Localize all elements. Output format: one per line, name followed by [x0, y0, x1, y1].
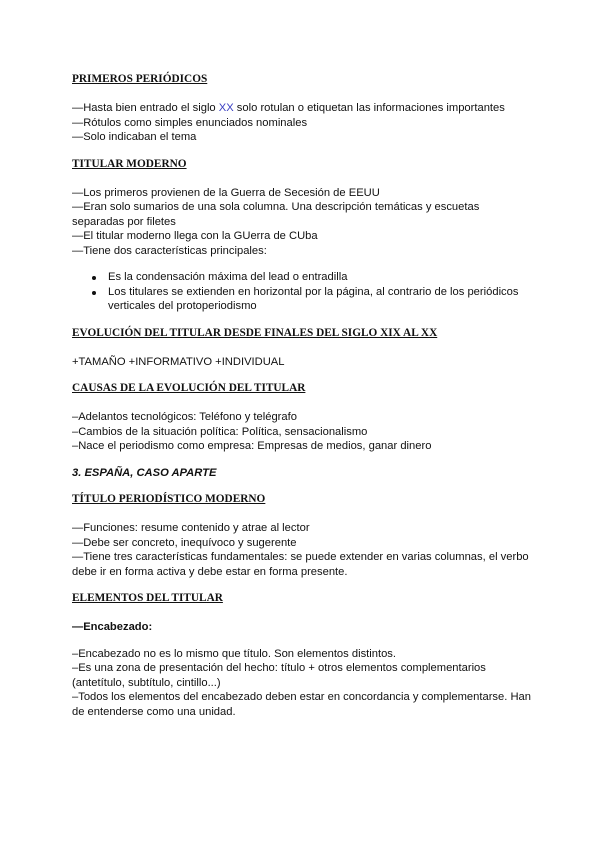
paragraph-line: —El titular moderno llega con la GUerra de CUba	[72, 230, 318, 242]
paragraph-line: —Debe ser concreto, inequívoco y sugerente	[72, 536, 297, 549]
paragraph-line: –Todos los elementos del encabezado deben estar en concordancia y complementarse. Han de entenderse como una unidad.	[72, 691, 531, 718]
paragraph-line: —Tiene dos características principales:	[72, 244, 267, 257]
document-body	[72, 72, 534, 719]
paragraph-line: –Nace el periodismo como empresa: Empresas de medios, ganar dinero	[72, 440, 432, 452]
paragraph-line: –Adelantos tecnológicos: Teléfono y telégrafo	[72, 411, 297, 423]
paragraph-line: —Tiene tres características fundamentales: se puede extender en varias columnas, el verbo debe ir en forma activa y debe estar en forma presente.	[72, 551, 529, 578]
heading-espana-caso-aparte: 3. ESPAÑA, CASO APARTE	[72, 466, 217, 479]
bullet-list	[72, 270, 534, 314]
paragraph-line: —Funciones: resume contenido y atrae al lector	[72, 522, 310, 534]
subheading-encabezado: —Encabezado:	[72, 621, 153, 633]
paragraph-line: +TAMAÑO +INFORMATIVO +INDIVIDUAL	[72, 355, 285, 368]
paragraph-line: –Es una zona de presentación del hecho: título + otros elementos complementarios (antetítulo, subtítulo, cintillo...)	[72, 662, 486, 689]
text-fragment: solo rotulan o etiquetan las informaciones importantes	[233, 102, 505, 114]
heading-causas-evolucion: CAUSAS DE LA EVOLUCIÓN DEL TITULAR	[72, 382, 306, 394]
text-fragment: —Hasta bien entrado el siglo	[72, 102, 219, 114]
paragraph-line: –Encabezado no es lo mismo que título. Son elementos distintos.	[72, 647, 397, 660]
paragraph-line: —Los primeros provienen de la Guerra de Secesión de EEUU	[72, 186, 380, 199]
heading-elementos-titular: ELEMENTOS DEL TITULAR	[72, 592, 223, 604]
bullet-item: Es la condensación máxima del lead o entradilla	[72, 270, 534, 285]
bullet-item: Los titulares se extienden en horizontal por la página, al contrario de los periódicos verticales del protoperiodismo	[72, 285, 534, 314]
heading-titular-moderno: TITULAR MODERNO	[72, 157, 187, 170]
heading-primeros-periodicos: PRIMEROS PERIÓDICOS	[72, 73, 208, 85]
heading-evolucion-titular: EVOLUCIÓN DEL TITULAR DESDE FINALES DEL SIGLO XIX AL XX	[72, 326, 438, 339]
highlighted-text: XX	[218, 102, 234, 114]
paragraph-line	[72, 101, 534, 116]
paragraph-line: —Eran solo sumarios de una sola columna. Una descripción temáticas y escuetas separadas por filetes	[72, 201, 480, 228]
paragraph-line: —Rótulos como simples enunciados nominales	[72, 116, 308, 129]
paragraph-line: –Cambios de la situación política: Política, sensacionalismo	[72, 425, 368, 438]
heading-titulo-periodistico: TÍTULO PERIODÍSTICO MODERNO	[72, 493, 266, 505]
paragraph-line: —Solo indicaban el tema	[72, 131, 197, 143]
